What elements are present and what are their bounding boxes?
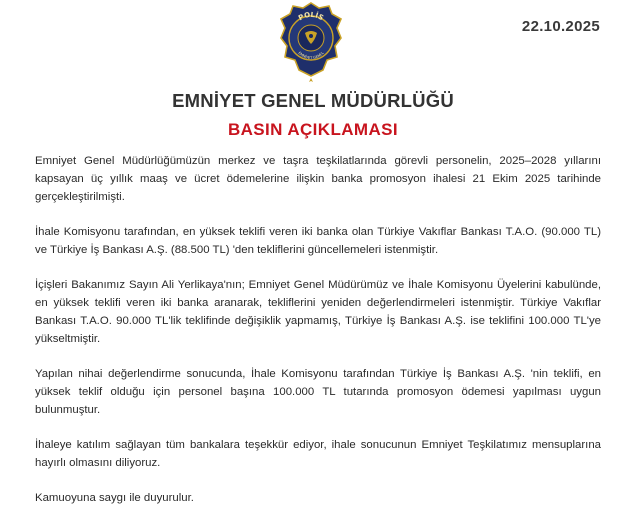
paragraph-4: Yapılan nihai değerlendirme sonucunda, İhale Komisyonu tarafından Türkiye İş Bankası A.Ş. 'nin teklifi, en yüksek teklif olduğu için personel başına 100.000 TL tutarında promosyon ödemesi yapılması uygun bulunmuştur. (35, 368, 601, 416)
paragraph-5: İhaleye katılım sağlayan tüm bankalara teşekkür ediyor, ihale sonucunun Emniyet Teşkilatımız mensuplarına hayırlı olmasını diliyoruz. (35, 439, 601, 469)
police-badge-logo (279, 2, 343, 84)
page-title: EMNİYET GENEL MÜDÜRLÜĞÜ (172, 90, 454, 111)
release-date: 22.10.2025 (521, 18, 600, 35)
badge-logo-text: POLİS (297, 10, 325, 23)
badge-ring-text: EMNİYET GENEL (297, 51, 325, 61)
paragraph-2: İhale Komisyonu tarafından, en yüksek teklifi veren iki banka olan Türkiye Vakıflar Bankası T.A.O. (90.000 TL) ve Türkiye İş Bankası A.Ş. (88.500 TL) 'den tekliflerini güncellemeleri istenmiştir. (35, 226, 601, 256)
paragraph-3: İçişleri Bakanımız Sayın Ali Yerlikaya'nın; Emniyet Genel Müdürümüz ve İhale Komisyonu Üyelerini kabulünde, en yüksek teklifi veren iki banka aranarak, tekliflerini yeniden değerlendirmeleri istenmiştir. Türkiye Vakıflar Bankası T.A.O. 90.000 TL'lik teklifinde değişiklik yapmamış, Türkiye İş Bankası A.Ş. ise teklifini 100.000 TL'ye yükseltmiştir. (35, 279, 601, 345)
police-badge-icon (279, 2, 343, 84)
paragraph-6: Kamuoyuna saygı ile duyurulur. (35, 492, 194, 504)
statement-body (35, 152, 601, 507)
page-subtitle: BASIN AÇIKLAMASI (227, 120, 399, 139)
paragraph-1: Emniyet Genel Müdürlüğümüzün merkez ve taşra teşkilatlarında görevli personelin, 2025–2028 yıllarını kapsayan üç yıllık maaş ve ücret ödemelerine ilişkin banka promosyon ihalesi 21 Ekim 2025 tarihinde gerçekleştirilmişti. (35, 155, 601, 203)
